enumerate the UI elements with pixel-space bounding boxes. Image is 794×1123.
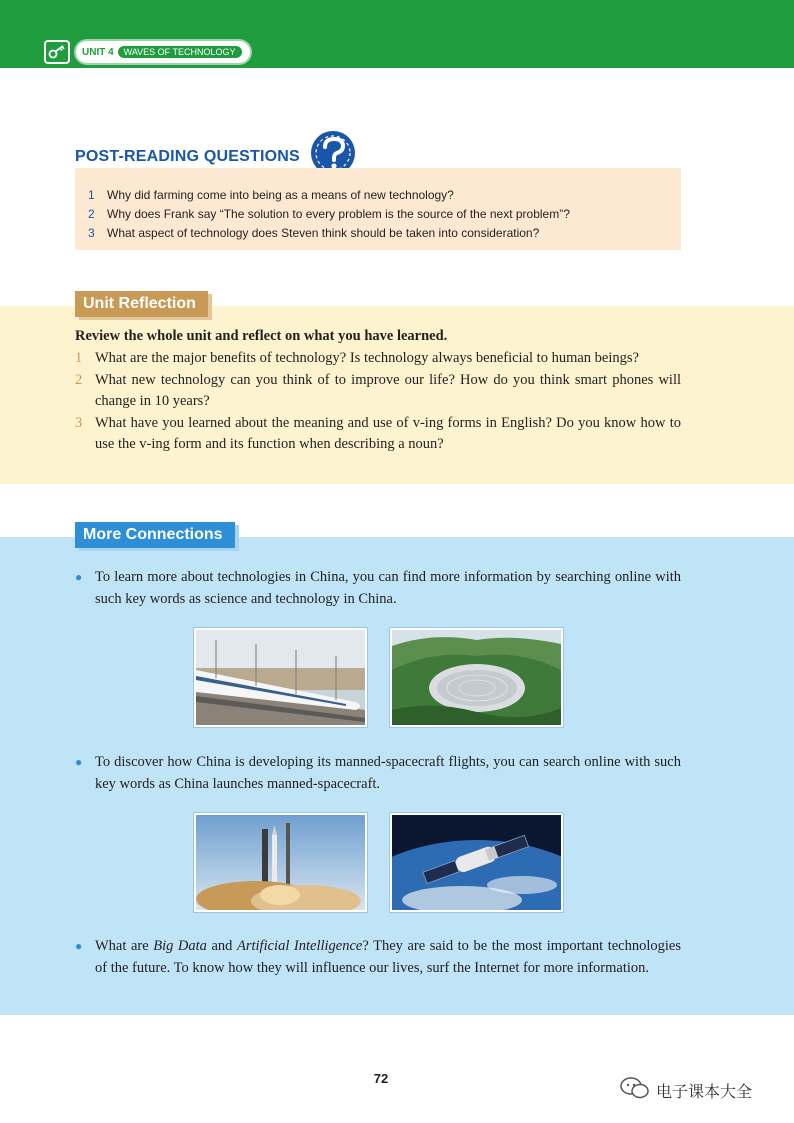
- question-number: 1: [88, 188, 95, 202]
- spacecraft-earth-photo: [390, 813, 563, 912]
- question-text: Why did farming come into being as a means of new technology?: [107, 188, 454, 202]
- text-run: and: [206, 938, 237, 954]
- question-number: 2: [88, 207, 95, 221]
- term-artificial-intelligence: Artificial Intelligence: [237, 938, 363, 954]
- high-speed-train-photo: [194, 628, 367, 727]
- unit-pill: [76, 41, 250, 63]
- reflection-item: [75, 413, 681, 456]
- reflection-text: What have you learned about the meaning and use of v-ing forms in English? Do you know how to use the v-ing form and its function when describing a noun?: [95, 414, 681, 452]
- unit-reflection-list: [75, 348, 681, 456]
- connection-text: [95, 936, 681, 979]
- connection-bullet: [75, 752, 681, 795]
- fast-telescope-photo: [390, 628, 563, 727]
- unit-reflection-title: Unit Reflection: [75, 291, 208, 317]
- post-reading-list: [88, 186, 570, 243]
- unit-name: WAVES OF TECHNOLOGY: [118, 46, 242, 58]
- rocket-launch-photo: [194, 813, 367, 912]
- bullet-dot-icon: ●: [75, 755, 83, 769]
- connection-text: To discover how China is developing its manned-spacecraft flights, you can search online with such key words as China launches manned-spacecraft.: [95, 754, 681, 792]
- text-run: What are: [95, 938, 154, 954]
- brand-watermark: [620, 1077, 752, 1103]
- connection-bullet: [75, 936, 681, 979]
- text-run: ? They are said to be the most important technologies of the future. To know how they will influence our lives, surf the Internet for more information.: [95, 938, 681, 976]
- term-big-data: Big Data: [153, 938, 207, 954]
- question-text: What aspect of technology does Steven think should be taken into consideration?: [107, 226, 540, 240]
- unit-tag: [44, 40, 250, 64]
- header-bar: [0, 0, 794, 68]
- reflection-item: [75, 348, 681, 370]
- connection-bullet: [75, 567, 681, 610]
- unit-label: UNIT 4: [82, 46, 114, 58]
- unit-reflection-lead: Review the whole unit and reflect on what you have learned.: [75, 328, 448, 344]
- connection-text: To learn more about technologies in China, you can find more information by searching online with such key words as science and technology in China.: [95, 569, 681, 607]
- reflection-text: What are the major benefits of technology? Is technology always beneficial to human beings?: [95, 350, 639, 366]
- bullet-dot-icon: ●: [75, 939, 83, 953]
- more-connections-title: More Connections: [75, 522, 235, 548]
- reflection-text: What new technology can you think of to improve our life? How do you think smart phones will change in 10 years?: [95, 371, 681, 409]
- reflection-number: 2: [75, 371, 83, 388]
- question-number: 3: [88, 226, 95, 240]
- key-icon: [44, 40, 70, 64]
- question-item: [88, 224, 570, 243]
- post-reading-title: POST-READING QUESTIONS: [75, 148, 300, 165]
- brand-text: 电子课本大全: [656, 1081, 753, 1101]
- reflection-item: [75, 370, 681, 413]
- question-item: [88, 205, 570, 224]
- bullet-dot-icon: ●: [75, 570, 83, 584]
- wechat-icon: [620, 1077, 650, 1103]
- question-item: [88, 186, 570, 205]
- reflection-number: 3: [75, 414, 83, 431]
- question-text: Why does Frank say “The solution to every problem is the source of the next problem”?: [107, 207, 570, 221]
- reflection-number: 1: [75, 350, 83, 366]
- page-number: 72: [373, 1071, 389, 1086]
